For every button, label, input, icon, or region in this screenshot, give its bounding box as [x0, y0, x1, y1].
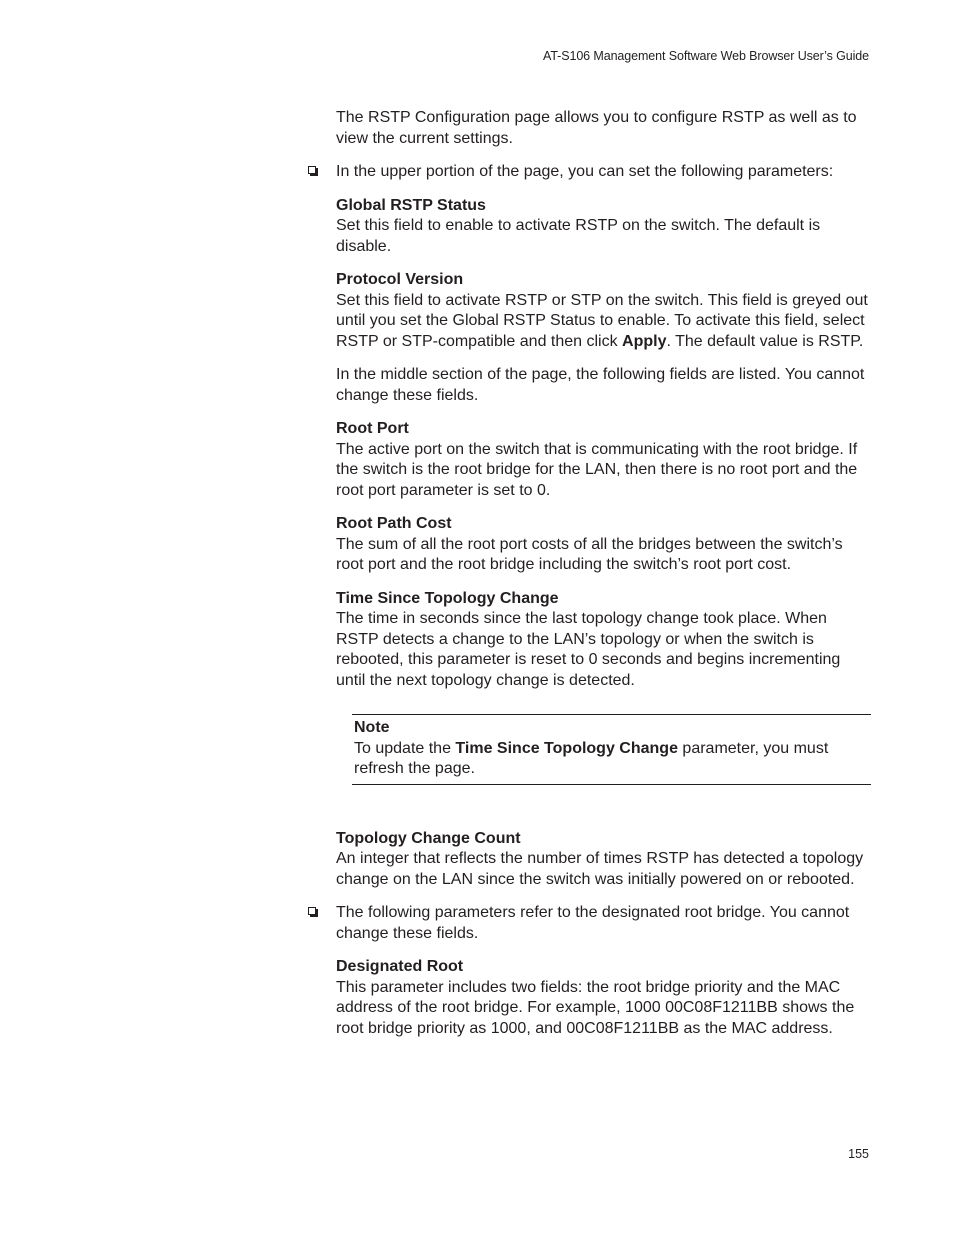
param-global-rstp-status	[336, 196, 871, 258]
running-header: AT-S106 Management Software Web Browser User’s Guide	[543, 49, 869, 63]
note-title: Note	[354, 719, 390, 736]
param-designated-root	[336, 957, 871, 1039]
checkbox-bullet-icon	[308, 166, 316, 174]
bullet-text: The following parameters refer to the designated root bridge. You cannot change these fields.	[336, 904, 850, 942]
text-span: To update the	[354, 739, 456, 757]
param-root-port	[336, 419, 871, 501]
param-description: The time in seconds since the last topology change took place. When RSTP detects a change to the LAN’s topology or when the switch is rebooted, this parameter is reset to 0 seconds and begins incrementing until the next topology change is detected.	[336, 610, 841, 689]
page-number: 155	[848, 1147, 869, 1161]
bullet-text: In the upper portion of the page, you can set the following parameters:	[336, 163, 834, 180]
param-description: The sum of all the root port costs of all the bridges between the switch’s root port and the root bridge including the switch’s root port cost.	[336, 535, 843, 573]
note-bold-term: Time Since Topology Change	[455, 739, 678, 757]
param-title: Root Path Cost	[336, 515, 452, 532]
param-root-path-cost	[336, 514, 871, 576]
text-span: . The default value is RSTP.	[666, 332, 864, 350]
page-body	[336, 108, 871, 1052]
apply-term: Apply	[622, 332, 667, 350]
param-title: Protocol Version	[336, 271, 464, 288]
param-title: Root Port	[336, 420, 409, 437]
param-time-since-topology-change	[336, 589, 871, 692]
note-box	[352, 714, 871, 785]
param-description: Set this field to enable to activate RSTP on the switch. The default is disable.	[336, 217, 821, 255]
param-protocol-version	[336, 270, 871, 352]
intro-paragraph: The RSTP Configuration page allows you to configure RSTP as well as to view the current settings.	[336, 109, 857, 147]
middle-section-paragraph: In the middle section of the page, the following fields are listed. You cannot change these fields.	[336, 366, 865, 404]
text-span: parameter, you must refresh the page.	[354, 739, 829, 777]
bullet-upper-portion	[336, 162, 871, 183]
param-description: This parameter includes two fields: the root bridge priority and the MAC address of the root bridge. For example, 1000 00C08F1211BB shows the root bridge priority as 1000, and 00C08F1211BB as the MAC address.	[336, 978, 855, 1037]
param-description	[336, 291, 871, 353]
note-text	[354, 739, 871, 780]
text-span: Set this field to activate RSTP or STP on the switch. This field is greyed out until you set the Global RSTP Status to enable. To activate this field, select RSTP or STP-compatible and then click	[336, 291, 868, 350]
checkbox-bullet-icon	[308, 907, 316, 915]
param-title: Global RSTP Status	[336, 196, 486, 214]
param-description: An integer that reflects the number of times RSTP has detected a topology change on the LAN since the switch was initially powered on or rebooted.	[336, 850, 864, 888]
param-title: Designated Root	[336, 958, 464, 975]
param-topology-change-count	[336, 829, 871, 891]
param-title: Topology Change Count	[336, 829, 521, 847]
bullet-designated-root-bridge	[336, 903, 871, 944]
param-description: The active port on the switch that is communicating with the root bridge. If the switch is the root bridge for the LAN, then there is no root port and the root port parameter is set to 0.	[336, 440, 858, 499]
param-title: Time Since Topology Change	[336, 589, 559, 607]
